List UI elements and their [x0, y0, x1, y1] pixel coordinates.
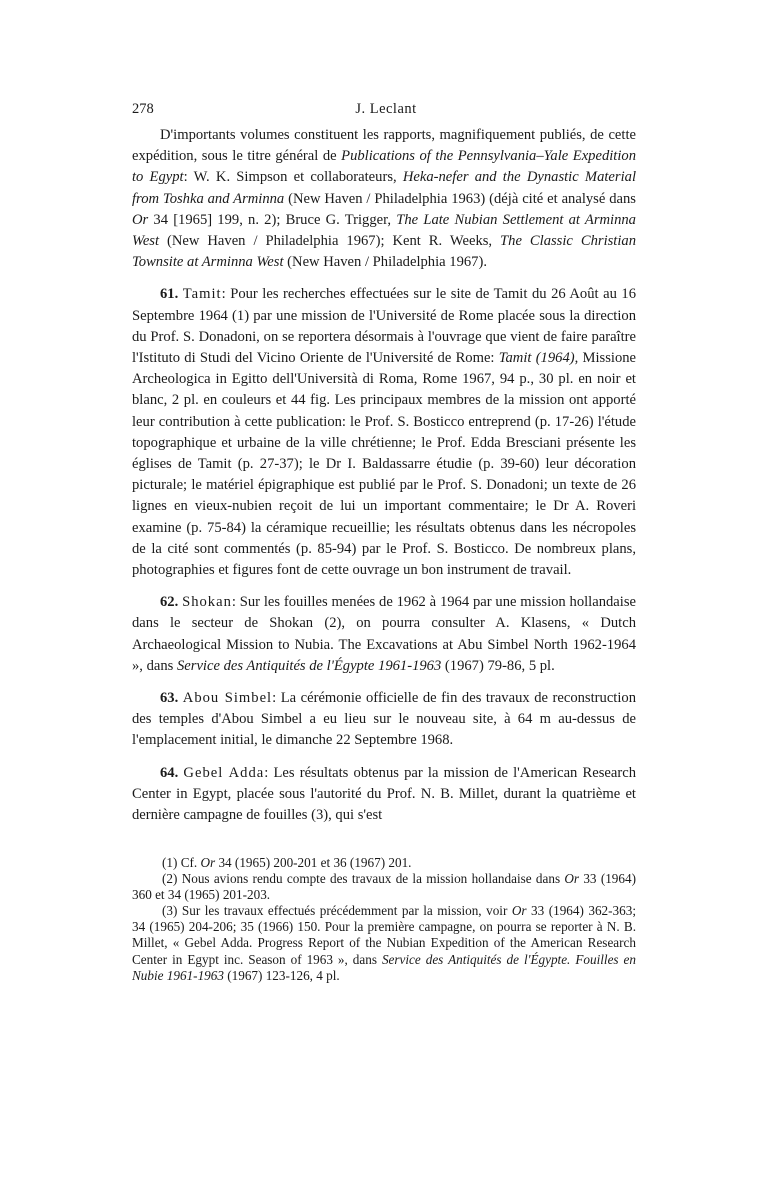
text-run: 34 [1965] 199, n. 2); Bruce G. Trigger,	[148, 211, 397, 228]
running-head: J. Leclant	[355, 101, 417, 117]
italic-title: Tamit (1964)	[498, 350, 575, 367]
footnote-ref: 3	[315, 807, 324, 824]
site-name: Shokan	[182, 594, 232, 611]
footnote-ref: 1	[236, 307, 245, 324]
text-run: : W. K. Simpson et collaborateurs,	[183, 169, 403, 186]
italic-title: The Late Nubian Settlement at Arminna West	[132, 211, 636, 250]
text-run: 33 (1964) 362-363; 34 (1965) 204-206; 35 (1966) 150. Pour la première campagne, on pourra se reporter à N. B. Millet, « Gebel Adda. Progress Report of the Nubian Expedition of the American Research Center in Egypt inc. Season of 1963 », dans	[132, 903, 636, 967]
text-run: (1967) 79-86, 5 pl.	[441, 657, 555, 674]
page-number: 278	[132, 101, 154, 117]
page-header	[132, 101, 640, 123]
text-run: ), on pourra consulter A. Klasens, « Dutch Archaeological Mission to Nubia. The Excavations at Abu Simbel North 1962-1964 », dans	[132, 615, 636, 674]
intro-paragraph	[132, 125, 636, 273]
site-name: Tamit	[182, 286, 222, 303]
section-number: 63.	[160, 690, 179, 707]
italic-title: Or	[564, 871, 580, 887]
text-run: ) par une mission de l'Université de Rome placée sous la direction du Prof. S. Donadoni, on se reportera désormais à l'ouvrage que vient de faire paraître l'Istituto di Studi del Vicino Oriente de l'Université de Rome:	[132, 307, 636, 367]
footnote-number: 3	[166, 903, 173, 919]
italic-title: Heka-nefer and the Dynastic Material from Toshka and Arminna	[132, 169, 636, 207]
italic-title: Service des Antiquités de l'Égypte. Fouilles en Nubie 1961-1963	[132, 951, 636, 983]
text-run: , Missione Archeologica in Egitto dell'Università di Roma, Rome 1967, 94 p., 30 pl. en noir et blanc, 2 pl. en couleurs et 44 fig. Les principaux membres de la mission ont apporté leur contribution à cette publication: le Prof. S. Bosticco entreprend (p. 17-26) l'étude topographique et urbaine de la ville chrétienne; le Prof. Edda Bresciani présente les églises de Tamit (p. 27-37); le Dr I. Baldassarre étudie (p. 39-60) leur décoration picturale; le matériel épigraphique est publié par le Prof. S. Donadoni; un texte de 26 lignes en vieux-nubien reçoit de lui un important commentaire; le Dr A. Roveri examine (p. 75-84) la céramique recueillie; les résultats obtenus dans les nécropoles de la cité sont commentés (p. 85-94) par le Prof. S. Bosticco. De nombreux plans, photographies et figures font de cette ouvrage un bon instrument de travail.	[132, 350, 637, 579]
text-run: (New Haven / Philadelphia 1967); Kent R. Weeks,	[159, 233, 501, 250]
text-run: D'importants volumes constituent les rapports, magnifiquement publiés, de cette expédition, sous le titre général de	[132, 127, 636, 165]
text-run: 33 (1964) 360 et 34 (1965) 201-203.	[132, 871, 636, 903]
main-text	[132, 125, 636, 826]
text-run: ), qui s'est	[323, 807, 383, 824]
italic-title: Or	[511, 903, 527, 919]
text-run: : Pour les recherches effectuées sur le site de Tamit du 26 Août au 16 Septembre 1964 (	[132, 286, 636, 324]
text-run: Sur les travaux effectués précédemment par la mission, voir	[177, 903, 512, 919]
footnote-1: (1) Cf. Or 34 (1965) 200-201 et 36 (1967) 201.	[162, 855, 412, 870]
text-run: (1967) 123-126, 4 pl.	[223, 967, 340, 983]
footnotes	[132, 855, 636, 984]
footnote-3: (3) Sur les travaux effectués précédemment par la mission, voir Or 33 (1964) 362-363; 34 (1965) 204-206; 35 (1966) 150. Pour la première campagne, on pourra se reporter à N. B. Millet, « Gebel Adda. Progress Report of the Nubian Expedition of the American Research Center in Egypt inc. Season of 1963 », dans Service des Antiquités de l'Égypte. Fouilles en Nubie 1961-1963 (1967) 123-126, 4 pl.	[132, 903, 636, 983]
italic-title: Service des Antiquités de l'Égypte 1961-1963	[177, 657, 442, 674]
section-number: 64.	[160, 764, 179, 781]
section-62	[132, 592, 636, 677]
text-run: : Sur les fouilles menées de 1962 à 1964 par une mission hollandaise dans le secteur de Shokan (	[132, 594, 636, 632]
italic-title: Or	[132, 211, 149, 228]
site-name: Gebel Adda	[183, 764, 265, 781]
section-number: 62.	[160, 594, 179, 611]
section-61	[132, 284, 636, 581]
section-64	[132, 763, 636, 827]
site-name: Abou Simbel	[182, 690, 273, 707]
text-run: 34 (1965) 200-201 et 36 (1967) 201.	[215, 855, 412, 870]
text-run: Nous avions rendu compte des travaux de la mission hollandaise dans	[177, 871, 565, 887]
footnote-2: (2) Nous avions rendu compte des travaux de la mission hollandaise dans Or 33 (1964) 360 et 34 (1965) 201-203.	[132, 871, 636, 903]
text-run: Cf.	[177, 855, 201, 870]
footnote-number: 2	[166, 871, 173, 887]
italic-title: Publications of the Pennsylvania–Yale Expedition to Egypt	[132, 148, 637, 186]
section-number: 61.	[160, 286, 179, 303]
text-run: : La cérémonie officielle de fin des travaux de reconstruction des temples d'Abou Simbel a eu lieu sur le nouveau site, à 64 m au-dessus de l'emplacement initial, le dimanche 22 Septembre 1968.	[132, 690, 636, 749]
italic-title: Or	[200, 855, 216, 870]
footnote-number: 1	[166, 855, 173, 870]
section-63	[132, 688, 636, 752]
text-run: : Les résultats obtenus par la mission de l'American Research Center in Egypt, placée sous l'autorité du Prof. N. B. Millet, durant la quatrième et dernière campagne de fouilles (	[132, 764, 636, 824]
text-run: (New Haven / Philadelphia 1963) (déjà cité et analysé dans	[284, 190, 636, 207]
footnote-ref: 2	[329, 615, 337, 632]
text-run: (New Haven / Philadelphia 1967).	[283, 254, 487, 271]
italic-title: The Classic Christian Townsite at Arminna West	[132, 233, 636, 271]
